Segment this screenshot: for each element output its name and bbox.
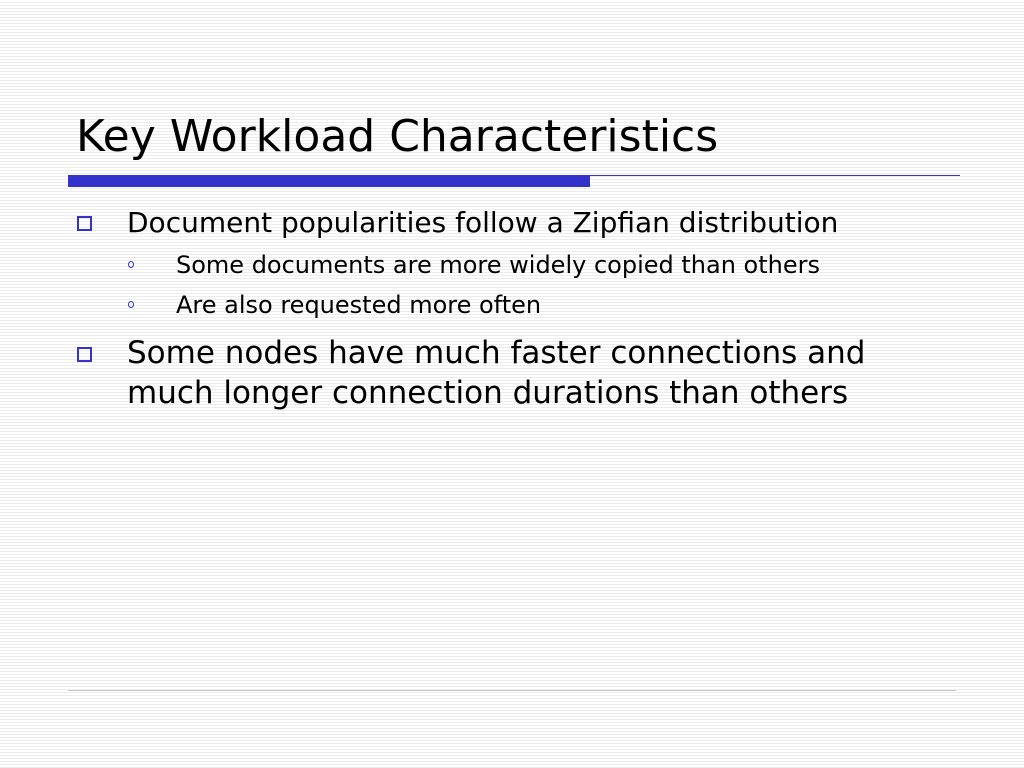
sub-bullet-text: Are also requested more often bbox=[176, 291, 542, 319]
square-bullet-icon bbox=[77, 216, 92, 231]
footer-divider bbox=[68, 690, 956, 691]
bullet-item bbox=[76, 203, 956, 323]
bullet-item bbox=[76, 333, 956, 413]
sub-bullet-item bbox=[127, 247, 956, 283]
circle-bullet-icon bbox=[128, 261, 134, 268]
slide-title: Key Workload Characteristics bbox=[76, 111, 719, 162]
bullet-list bbox=[76, 203, 956, 413]
sub-bullet-list bbox=[127, 247, 956, 323]
bullet-text: Document popularities follow a Zipfian distribution bbox=[127, 206, 839, 239]
square-bullet-icon bbox=[77, 347, 92, 362]
sub-bullet-text: Some documents are more widely copied than others bbox=[176, 251, 820, 279]
bullet-text: Some nodes have much faster connections and much longer connection durations than others bbox=[127, 335, 866, 411]
sub-bullet-item bbox=[127, 287, 956, 323]
title-underline-thin bbox=[590, 175, 960, 176]
circle-bullet-icon bbox=[128, 301, 134, 308]
title-underline-thick bbox=[68, 175, 590, 187]
